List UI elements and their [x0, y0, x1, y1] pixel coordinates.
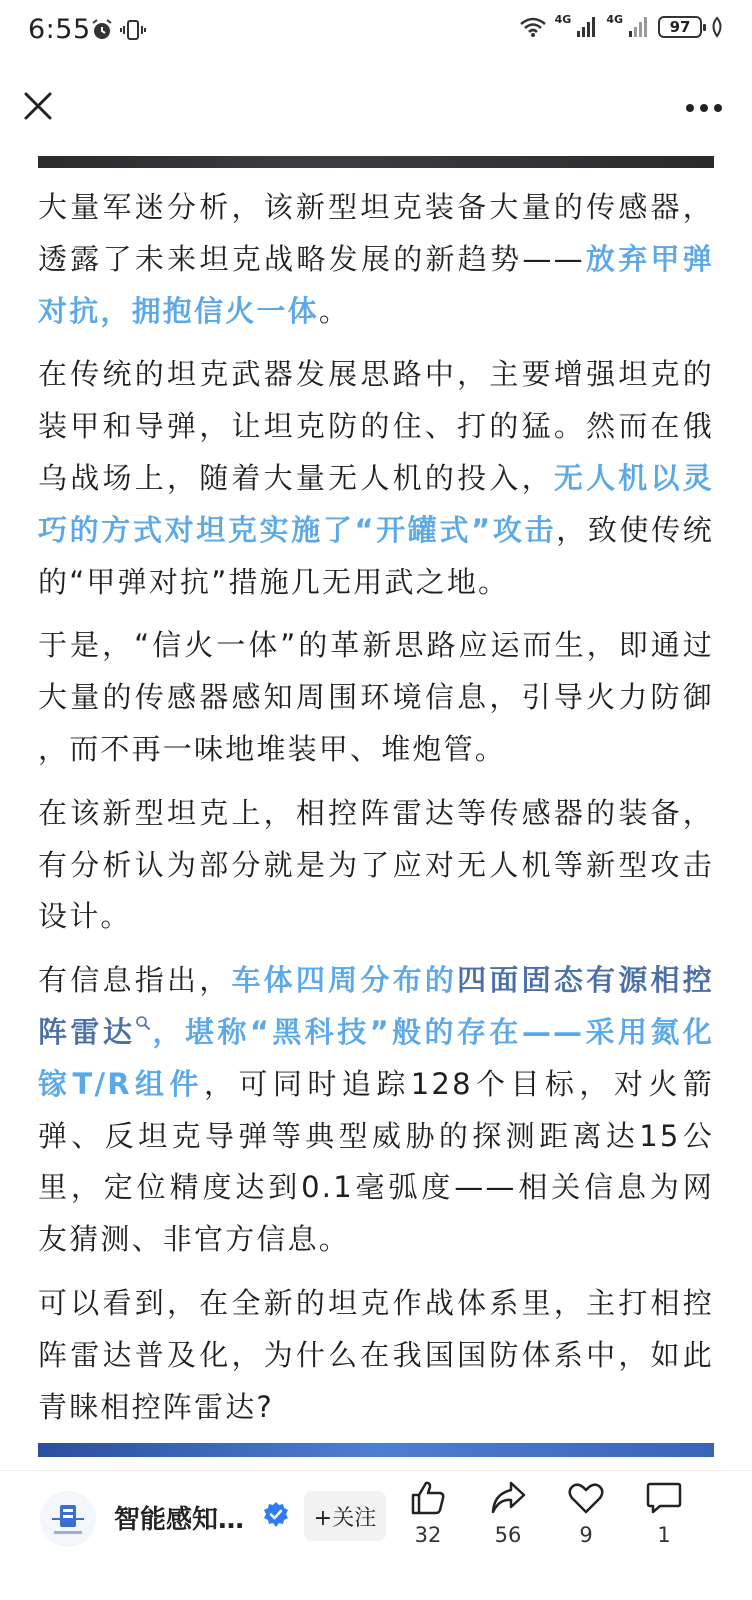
- favorite-button[interactable]: [556, 1479, 616, 1547]
- status-icons-left: [90, 18, 146, 42]
- like-button[interactable]: [398, 1479, 458, 1547]
- paragraph-text: ，致使传统的“甲弹对抗”措施几无用武之地。: [38, 512, 714, 599]
- share-button[interactable]: [478, 1479, 538, 1547]
- like-count: 32: [414, 1523, 442, 1547]
- close-icon: [20, 88, 56, 124]
- status-bar: [0, 0, 752, 66]
- heart-icon: [567, 1479, 605, 1517]
- comment-icon: [645, 1479, 683, 1517]
- paragraph-text: 可以看到，在全新的坦克作战体系里，主打相控阵雷达普及化，为什么在我国国防体系中，如此青睐相控阵雷达?: [38, 1285, 714, 1424]
- paragraph-text: 在传统的坦克武器发展思路中，主要增强坦克的装甲和导弹，让坦克防的住、打的猛。然而在俄乌战场上，随着大量无人机的投入，: [38, 357, 714, 495]
- keyword-search-link[interactable]: 四面固态有源相控阵雷达: [38, 963, 714, 1049]
- paragraph-text: 大量军迷分析，该新型坦克装备大量的传感器，透露了未来坦克战略发展的新趋势——: [38, 190, 714, 276]
- network-type-2: 4G: [606, 12, 623, 26]
- vibrate-icon: [120, 18, 146, 42]
- highlight-link[interactable]: 放弃甲弹对抗，拥抱信火一体: [38, 241, 714, 328]
- alarm-icon: [90, 18, 114, 42]
- status-icons-right: [519, 12, 724, 38]
- share-icon: [489, 1479, 527, 1517]
- paragraph-text: 于是，“信火一体”的革新思路应运而生，即通过大量的传感器感知周围环境信息，引导火力防御 ，而不再一味地堆装甲、堆炮管。: [38, 628, 714, 766]
- status-time: 6:55: [28, 14, 91, 45]
- favorite-count: 9: [579, 1523, 593, 1547]
- battery-indicator: [658, 16, 702, 38]
- article-image-top[interactable]: [38, 156, 714, 168]
- leaf-icon: [710, 16, 724, 38]
- article-paragraphs: [38, 182, 714, 1433]
- article-paragraph: [38, 620, 714, 775]
- paragraph-text: 有信息指出，: [38, 963, 232, 998]
- signal-icon-2: [628, 16, 650, 38]
- comment-button[interactable]: [634, 1479, 694, 1547]
- top-bar: [0, 66, 752, 156]
- comment-count: 1: [657, 1523, 671, 1547]
- close-button[interactable]: [20, 88, 56, 124]
- article-image-bottom[interactable]: [38, 1443, 714, 1457]
- paragraph-text: 。: [318, 293, 351, 328]
- highlight-link[interactable]: 车体四周分布的: [231, 963, 458, 998]
- more-options-button[interactable]: [684, 98, 724, 118]
- thumbs-up-icon: [409, 1479, 447, 1517]
- search-icon[interactable]: [135, 1015, 151, 1031]
- article-paragraph: [38, 182, 714, 337]
- paragraph-text: ，可同时追踪128个目标，对火箭弹、反坦克导弹等典型威胁的探测距离达15公里，定位精度达到0.1毫弧度——相关信息为网友猜测、非官方信息。: [38, 1066, 714, 1257]
- article-body: [38, 156, 714, 1486]
- article-paragraph: [38, 349, 714, 608]
- highlight-link[interactable]: 无人机以灵巧的方式对坦克实施了“开罐式”攻击: [38, 460, 714, 547]
- verified-badge-icon: [262, 1501, 290, 1529]
- more-icon: [684, 98, 724, 118]
- bottom-action-bar: [0, 1470, 752, 1600]
- author-name[interactable]: 智能感知…: [114, 1505, 245, 1535]
- article-paragraph: [38, 955, 714, 1266]
- article-paragraph: [38, 1278, 714, 1433]
- author-logo-icon: [48, 1499, 88, 1539]
- signal-icon: [576, 16, 598, 38]
- article-paragraph: [38, 788, 714, 943]
- follow-button[interactable]: +关注: [304, 1491, 386, 1541]
- network-type-1: 4G: [554, 12, 572, 26]
- highlight-link[interactable]: ，堪称“黑科技”般的存在——采用氮化镓T/R组件: [38, 1014, 714, 1101]
- author-avatar[interactable]: [40, 1491, 96, 1547]
- paragraph-text: 在该新型坦克上，相控阵雷达等传感器的装备，有分析认为部分就是为了应对无人机等新型攻击设计。: [38, 795, 714, 934]
- wifi-icon: [519, 16, 547, 38]
- battery-level: 97: [669, 18, 691, 36]
- share-count: 56: [494, 1523, 522, 1547]
